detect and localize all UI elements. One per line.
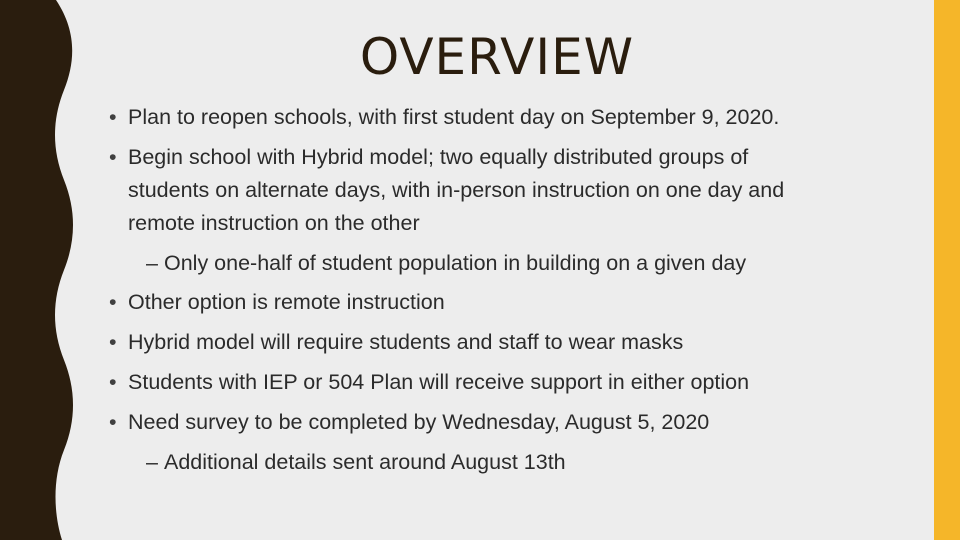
- bullet-item-6: [109, 406, 710, 439]
- bullet-marker: •: [109, 290, 117, 314]
- bullet-text: Other option is remote instruction: [128, 290, 445, 314]
- bullet-text: Plan to reopen schools, with first student day on September 9, 2020.: [128, 105, 780, 129]
- slide-title: OVERVIEW: [359, 28, 635, 86]
- bullet-text: Need survey to be completed by Wednesday, August 5, 2020: [128, 410, 710, 434]
- bullet-marker: •: [109, 410, 117, 434]
- bullet-item-5: [109, 366, 750, 399]
- bullet-text: Students with IEP or 504 Plan will receive support in either option: [128, 370, 750, 394]
- sub-bullet-text: Additional details sent around August 13th: [164, 450, 566, 474]
- bullet-marker: •: [109, 330, 117, 354]
- sub-bullet-item-1: [146, 247, 747, 280]
- sub-bullet-item-2: [146, 446, 566, 479]
- bullet-item-2: [109, 141, 785, 240]
- bullet-item-3: [109, 286, 445, 319]
- bullet-text-line-1: Begin school with Hybrid model; two equally distributed groups of: [128, 145, 749, 169]
- bullet-marker: •: [109, 145, 117, 169]
- sub-bullet-marker: –: [146, 251, 158, 275]
- bullet-marker: •: [109, 105, 117, 129]
- bullet-text-line-3: remote instruction on the other: [128, 211, 420, 235]
- bullet-item-1: [109, 101, 780, 134]
- sub-bullet-text: Only one-half of student population in building on a given day: [164, 251, 747, 275]
- bullet-marker: •: [109, 370, 117, 394]
- sub-bullet-marker: –: [146, 450, 158, 474]
- bullet-item-4: [109, 326, 684, 359]
- bullet-text: Hybrid model will require students and staff to wear masks: [128, 330, 684, 354]
- bullet-text-line-2: students on alternate days, with in-person instruction on one day and: [128, 178, 785, 202]
